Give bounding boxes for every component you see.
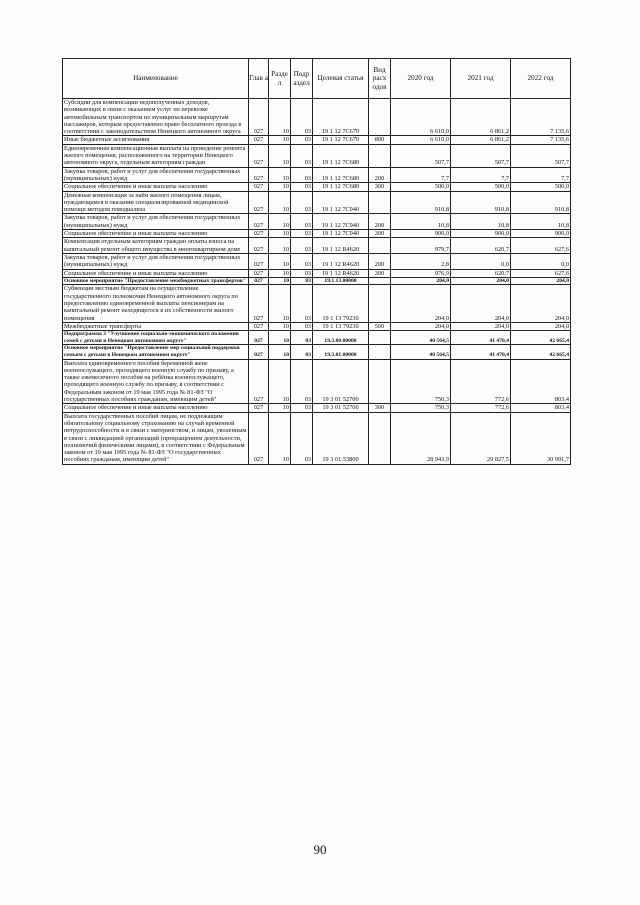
table-cell-razdel: 10 (269, 144, 291, 167)
table-cell-podrazdel: 03 (291, 285, 313, 322)
table-cell-name: Социальное обеспечение и иные выплаты населению (63, 183, 249, 191)
table-cell-2021: 910,8 (451, 191, 511, 214)
table-cell-glava: 027 (249, 404, 269, 412)
table-row (63, 167, 571, 183)
table-cell-name: Закупка товаров, работ и услуг для обеспечения государственных (муниципальных) нужд (63, 167, 249, 183)
table-cell-glava: 027 (249, 136, 269, 144)
table-row (63, 253, 571, 269)
table-cell-razdel: 10 (269, 404, 291, 412)
table-cell-razdel: 10 (269, 214, 291, 230)
table-cell-statya: 19 1 12 R4620 (313, 238, 369, 254)
table-cell-2020: 750,3 (391, 359, 451, 404)
table-cell-2021: 772,6 (451, 359, 511, 404)
table-cell-2022: 30 991,7 (511, 412, 571, 464)
table-cell-podrazdel: 03 (291, 183, 313, 191)
table-cell-2020: 40 564,5 (391, 345, 451, 359)
table-cell-vid: 300 (369, 269, 391, 277)
table-cell-2021: 29 827,5 (451, 412, 511, 464)
table-cell-statya: 19.3.01.00000 (313, 345, 369, 359)
table-cell-name: Подпрограмма 3 "Улучшение социально-экономического положения семей с детьми в Ненецком автономном округе" (63, 331, 249, 345)
table-cell-statya: 19 1 12 7С940 (313, 191, 369, 214)
table-cell-podrazdel: 03 (291, 322, 313, 330)
table-cell-name: Единовременная компенсационная выплата на проведение ремонта жилого помещения, расположенного на территории Ненецкого автономного округа, отдельным категориям граждан (63, 144, 249, 167)
table-row (63, 412, 571, 464)
table-cell-vid: 500 (369, 322, 391, 330)
table-cell-glava: 027 (249, 144, 269, 167)
table-cell-2020: 910,8 (391, 191, 451, 214)
table-cell-2022: 42 665,4 (511, 331, 571, 345)
table-cell-name: Межбюджетные трансферты (63, 322, 249, 330)
table-header-row (63, 59, 571, 99)
table-cell-glava: 027 (249, 285, 269, 322)
table-cell-statya: 19 3 01.53800 (313, 412, 369, 464)
table-cell-razdel: 10 (269, 412, 291, 464)
table-cell-glava: 027 (249, 230, 269, 238)
header-statya: Целевая статья (313, 59, 369, 99)
table-cell-2022: 10,8 (511, 214, 571, 230)
table-row (63, 238, 571, 254)
table-cell-2020: 979,7 (391, 238, 451, 254)
table-cell-2022: 204,0 (511, 322, 571, 330)
table-cell-2021: 620,7 (451, 269, 511, 277)
table-row (63, 322, 571, 330)
table-cell-vid (369, 412, 391, 464)
table-cell-name: Социальное обеспечение и иные выплаты населению (63, 269, 249, 277)
table-cell-glava: 027 (249, 214, 269, 230)
table-cell-2021: 6 861,2 (451, 136, 511, 144)
table-cell-2022: 803,4 (511, 359, 571, 404)
table-cell-statya: 19 3 01 52700 (313, 359, 369, 404)
table-cell-glava: 027 (249, 99, 269, 136)
table-cell-podrazdel: 03 (291, 238, 313, 254)
table-cell-statya: 19 1 12 7С680 (313, 183, 369, 191)
table-cell-name: Основное мероприятие "Предоставление межбюджетных трансфертов" (63, 277, 249, 285)
table-cell-2022: 7,7 (511, 167, 571, 183)
table-cell-vid: 300 (369, 183, 391, 191)
table-cell-2020: 976,9 (391, 269, 451, 277)
table-row (63, 230, 571, 238)
table-cell-podrazdel: 03 (291, 345, 313, 359)
table-cell-2021: 500,0 (451, 183, 511, 191)
table-cell-2021: 772,6 (451, 404, 511, 412)
table-cell-2020: 204,0 (391, 277, 451, 285)
table-cell-2020: 10,8 (391, 214, 451, 230)
table-cell-2021: 204,0 (451, 322, 511, 330)
table-cell-razdel: 10 (269, 99, 291, 136)
table-row (63, 404, 571, 412)
table-cell-razdel: 10 (269, 253, 291, 269)
table-cell-vid (369, 331, 391, 345)
table-cell-2021: 6 861,2 (451, 99, 511, 136)
table-cell-podrazdel: 03 (291, 359, 313, 404)
header-podrazdel: Подр аздел (291, 59, 313, 99)
table-row (63, 144, 571, 167)
table-cell-name: Денежная компенсация за наём жилого помещения лицам, нуждающимся в оказании специализированной медицинской помощи методом гемодиализа (63, 191, 249, 214)
table-row (63, 359, 571, 404)
table-cell-2022: 204,0 (511, 277, 571, 285)
table-cell-name: Компенсация отдельным категориям граждан оплаты взноса на капитальный ремонт общего имущества в многоквартирном доме (63, 238, 249, 254)
table-cell-vid: 800 (369, 136, 391, 144)
table-cell-podrazdel: 03 (291, 136, 313, 144)
table-cell-2022: 803,4 (511, 404, 571, 412)
table-cell-glava: 027 (249, 331, 269, 345)
table-row (63, 183, 571, 191)
table-cell-vid: 200 (369, 167, 391, 183)
header-2021: 2021 год (451, 59, 511, 99)
table-cell-glava: 027 (249, 238, 269, 254)
header-2020: 2020 год (391, 59, 451, 99)
table-cell-name: Социальное обеспечение и иные выплаты населению (63, 404, 249, 412)
table-cell-2020: 28 943,9 (391, 412, 451, 464)
table-cell-glava: 027 (249, 412, 269, 464)
table-cell-statya: 19 1 12 7С670 (313, 99, 369, 136)
table-cell-name: Закупка товаров, работ и услуг для обеспечения государственных (муниципальных) нужд (63, 214, 249, 230)
table-cell-podrazdel: 03 (291, 269, 313, 277)
table-cell-vid (369, 277, 391, 285)
table-cell-glava: 027 (249, 191, 269, 214)
table-cell-razdel: 10 (269, 167, 291, 183)
table-cell-razdel: 10 (269, 183, 291, 191)
table-cell-2021: 0,0 (451, 253, 511, 269)
table-cell-glava: 027 (249, 167, 269, 183)
table-cell-statya: 19 1 12 7С680 (313, 144, 369, 167)
table-cell-name: Социальное обеспечение и иные выплаты населению (63, 230, 249, 238)
table-cell-2022: 204,0 (511, 285, 571, 322)
table-cell-podrazdel: 03 (291, 167, 313, 183)
table-cell-razdel: 10 (269, 136, 291, 144)
table-row (63, 99, 571, 136)
table-cell-2022: 42 665,4 (511, 345, 571, 359)
table-cell-2022: 910,8 (511, 191, 571, 214)
table-cell-glava: 027 (249, 269, 269, 277)
table-cell-2020: 500,0 (391, 183, 451, 191)
table-cell-statya: 19 1 13 79230 (313, 285, 369, 322)
table-cell-podrazdel: 03 (291, 99, 313, 136)
table-cell-statya: 19 1 12 R4620 (313, 253, 369, 269)
table-cell-razdel: 10 (269, 345, 291, 359)
table-row (63, 269, 571, 277)
table-cell-statya: 19.3.00.00000 (313, 331, 369, 345)
table-cell-razdel: 10 (269, 359, 291, 404)
table-cell-vid: 200 (369, 214, 391, 230)
table-cell-statya: 19 1 12 7С940 (313, 230, 369, 238)
table-cell-vid (369, 345, 391, 359)
table-cell-name: Иные бюджетные ассигнования (63, 136, 249, 144)
header-glava: Глав а (249, 59, 269, 99)
table-cell-razdel: 10 (269, 238, 291, 254)
table-cell-2022: 7 135,6 (511, 99, 571, 136)
table-cell-vid (369, 359, 391, 404)
table-cell-name: Основное мероприятие "Предоставление мер социальной поддержки семьям с детьми в Ненецком автономном округе" (63, 345, 249, 359)
table-cell-vid: 200 (369, 253, 391, 269)
table-cell-name: Субвенции местным бюджетам на осуществление государственного полномочия Ненецкого автономного округа по предоставлению единовременной выплаты пенсионерам на капитальный ремонт находящегося в их собственности жилого помещения (63, 285, 249, 322)
table-cell-razdel: 10 (269, 331, 291, 345)
table-cell-vid (369, 285, 391, 322)
table-cell-statya: 19 1 12 7С670 (313, 136, 369, 144)
table-cell-podrazdel: 03 (291, 331, 313, 345)
table-cell-statya: 19 1 12 R4620 (313, 269, 369, 277)
table-cell-statya: 19 1 12 7С940 (313, 214, 369, 230)
table-cell-2022: 7 135,6 (511, 136, 571, 144)
header-2022: 2022 год (511, 59, 571, 99)
table-cell-statya: 19 1 12 7С680 (313, 167, 369, 183)
table-row (63, 277, 571, 285)
table-cell-podrazdel: 03 (291, 144, 313, 167)
table-cell-name: Субсидии для компенсации недополученных доходов, возникающих в связи с оказанием услуг по перевозке автомобильным транспортом по муниципальным маршрутам пассажиров, которым предоставлено право бесплатного проезда в соответствии с законодательством Ненецкого автономного округа (63, 99, 249, 136)
table-cell-2022: 900,0 (511, 230, 571, 238)
table-cell-2020: 6 610,0 (391, 99, 451, 136)
table-cell-2020: 40 564,5 (391, 331, 451, 345)
header-razdel: Разде л (269, 59, 291, 99)
table-cell-2022: 627,6 (511, 269, 571, 277)
table-row (63, 136, 571, 144)
table-cell-razdel: 10 (269, 269, 291, 277)
table-cell-2021: 10,8 (451, 214, 511, 230)
table-row (63, 345, 571, 359)
table-cell-podrazdel: 03 (291, 230, 313, 238)
table-cell-vid (369, 191, 391, 214)
table-cell-razdel: 10 (269, 285, 291, 322)
table-cell-name: Закупка товаров, работ и услуг для обеспечения государственных (муниципальных) нужд (63, 253, 249, 269)
table-row (63, 331, 571, 345)
table-cell-vid (369, 99, 391, 136)
table-cell-2022: 0,0 (511, 253, 571, 269)
table-cell-2021: 204,0 (451, 285, 511, 322)
table-cell-razdel: 10 (269, 322, 291, 330)
table-row (63, 214, 571, 230)
table-cell-podrazdel: 03 (291, 412, 313, 464)
header-vid: Вид расх одов (369, 59, 391, 99)
table-cell-glava: 027 (249, 277, 269, 285)
table-cell-razdel: 10 (269, 191, 291, 214)
table-cell-2020: 6 610,0 (391, 136, 451, 144)
table-cell-2020: 204,0 (391, 285, 451, 322)
table-cell-2021: 41 470,4 (451, 345, 511, 359)
table-cell-2021: 507,7 (451, 144, 511, 167)
table-cell-2020: 2,8 (391, 253, 451, 269)
table-cell-razdel: 10 (269, 230, 291, 238)
table-cell-2021: 204,0 (451, 277, 511, 285)
table-cell-2020: 900,0 (391, 230, 451, 238)
table-cell-2020: 750,3 (391, 404, 451, 412)
table-cell-glava: 027 (249, 322, 269, 330)
table-cell-razdel: 10 (269, 277, 291, 285)
table-cell-2021: 41 470,4 (451, 331, 511, 345)
table-cell-statya: 19 1 13 79230 (313, 322, 369, 330)
table-cell-2020: 507,7 (391, 144, 451, 167)
page-number: 90 (313, 842, 327, 857)
table-cell-vid: 300 (369, 404, 391, 412)
table-cell-2022: 627,6 (511, 238, 571, 254)
table-cell-glava: 027 (249, 359, 269, 404)
table-cell-name: Выплата единовременного пособия беременной жене военнослужащего, проходящего военную службу по призыву, а также ежемесячного пособия на ребёнка военнослужащего, проходящего военную службу по призыву, в соответствии с Федеральным законом от 19 мая 1995 года № 81-ФЗ "О государственных пособиях гражданам, имеющим детей" (63, 359, 249, 404)
budget-table (62, 58, 571, 465)
table-cell-2022: 500,0 (511, 183, 571, 191)
table-cell-2020: 7,7 (391, 167, 451, 183)
table-cell-glava: 027 (249, 183, 269, 191)
table-cell-podrazdel: 03 (291, 191, 313, 214)
table-row (63, 285, 571, 322)
table-cell-2021: 7,7 (451, 167, 511, 183)
table-cell-vid (369, 238, 391, 254)
table-cell-name: Выплата государственных пособий лицам, не подлежащим обязательному социальному страхованию на случай временной нетрудоспособности и в связи с материнством, и лицам, уволенным в связи с ликвидацией организаций (прекращением деятельности, полномочий физическими лицами), в соответствии с Федеральным законом от 19 мая 1995 года № 81-ФЗ "О государственных пособиях гражданам, имеющим детей" (63, 412, 249, 464)
table-cell-glava: 027 (249, 345, 269, 359)
table-cell-podrazdel: 03 (291, 214, 313, 230)
table-cell-statya: 19 3 01 52700 (313, 404, 369, 412)
header-name: Наименование (63, 59, 249, 99)
table-row (63, 191, 571, 214)
table-cell-glava: 027 (249, 253, 269, 269)
table-cell-2021: 620,7 (451, 238, 511, 254)
table-cell-vid: 300 (369, 230, 391, 238)
table-cell-vid (369, 144, 391, 167)
table-cell-2020: 204,0 (391, 322, 451, 330)
table-cell-2022: 507,7 (511, 144, 571, 167)
table-cell-podrazdel: 03 (291, 253, 313, 269)
table-cell-podrazdel: 03 (291, 277, 313, 285)
table-cell-2021: 900,0 (451, 230, 511, 238)
table-cell-statya: 19.1.13.00000 (313, 277, 369, 285)
table-cell-podrazdel: 03 (291, 404, 313, 412)
